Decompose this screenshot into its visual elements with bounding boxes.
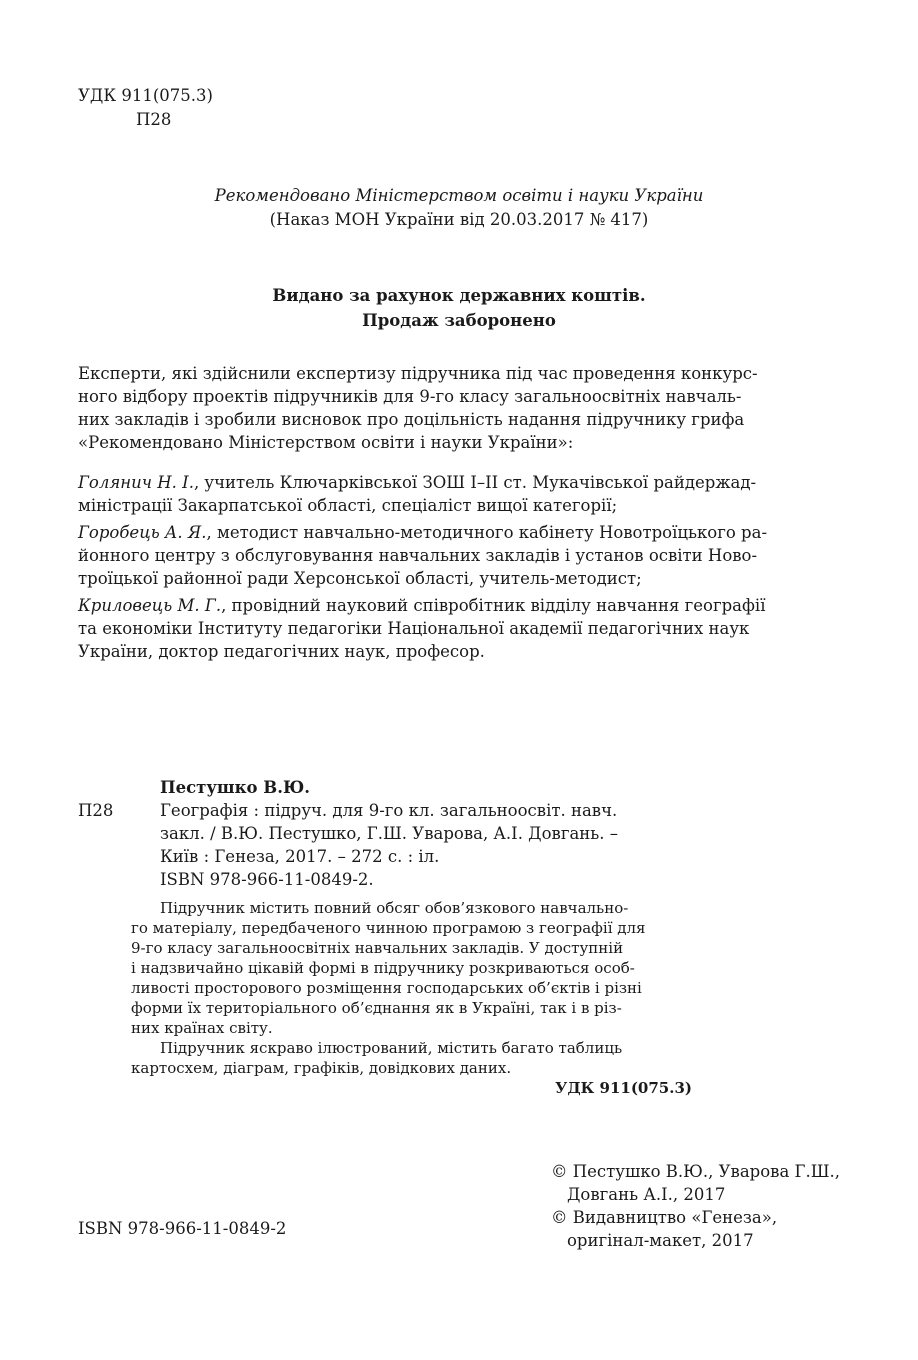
annotation-line: Підручник яскраво ілюстрований, містить багато таблиць xyxy=(160,1039,623,1057)
expert-line: України, доктор педагогічних наук, професор. xyxy=(78,642,485,661)
catalog-code-header: П28 xyxy=(136,110,172,129)
copyright-line: Довгань А.І., 2017 xyxy=(567,1185,726,1204)
annotation-line: картосхем, діаграм, графіків, довідкових даних. xyxy=(131,1059,512,1077)
recommendation-line: Рекомендовано Міністерством освіти і науки України xyxy=(214,186,704,205)
experts-intro-line: них закладів і зробили висновок про доцільність надання підручнику грифа xyxy=(78,410,745,429)
catalog-title-line: Київ : Генеза, 2017. – 272 с. : іл. xyxy=(160,847,440,866)
annotation-line: Підручник містить повний обсяг обов’язкового навчально- xyxy=(160,899,629,917)
udk-header: УДК 911(075.3) xyxy=(78,86,213,105)
experts-intro-line: ного відбору проектів підручників для 9-го класу загальноосвітніх навчаль- xyxy=(78,387,742,406)
annotation-line: форми їх територіального об’єднання як в Україні, так і в різ- xyxy=(131,999,622,1017)
expert-line: йонного центру з обслуговування навчальних закладів і установ освіти Ново- xyxy=(78,546,758,565)
expert-name: Криловець М. Г. xyxy=(78,596,222,615)
annotation-line: ливості просторового розміщення господарських об’єктів і різні xyxy=(131,979,642,997)
expert-line: міністрації Закарпатської області, спеціаліст вищої категорії; xyxy=(78,496,618,515)
experts-intro-line: «Рекомендовано Міністерством освіти і науки України»: xyxy=(78,433,574,452)
expert-entry: Криловець М. Г., провідний науковий співробітник відділу навчання географії xyxy=(78,596,766,615)
catalog-author: Пестушко В.Ю. xyxy=(160,778,310,797)
expert-entry: Горобець А. Я., методист навчально-методичного кабінету Новотроїцького ра- xyxy=(78,523,768,542)
catalog-code: П28 xyxy=(78,801,114,820)
expert-name: Голянич Н. І. xyxy=(78,473,194,492)
catalog-udk: УДК 911(075.3) xyxy=(555,1079,692,1097)
experts-intro-line: Експерти, які здійснили експертизу підручника під час проведення конкурс- xyxy=(78,364,758,383)
annotation-line: го матеріалу, передбаченого чинною програмою з географії для xyxy=(131,919,646,937)
catalog-title-line: закл. / В.Ю. Пестушко, Г.Ш. Уварова, А.І. Довгань. – xyxy=(160,824,619,843)
copyright-line: оригінал-макет, 2017 xyxy=(567,1231,754,1250)
annotation-line: них країнах світу. xyxy=(131,1019,273,1037)
expert-name: Горобець А. Я. xyxy=(78,523,207,542)
expert-line: троїцької районної ради Херсонської області, учитель-методист; xyxy=(78,569,642,588)
sale-prohibited-notice: Продаж заборонено xyxy=(362,311,556,330)
catalog-isbn: ISBN 978-966-11-0849-2. xyxy=(160,870,374,889)
expert-entry: Голянич Н. І., учитель Ключарківської ЗОШ І–ІІ ст. Мукачівської райдержад- xyxy=(78,473,757,492)
order-line: (Наказ МОН України від 20.03.2017 № 417) xyxy=(269,210,649,229)
state-funds-notice: Видано за рахунок державних коштів. xyxy=(272,286,646,305)
annotation-line: і надзвичайно цікавій формі в підручнику розкриваються особ- xyxy=(131,959,635,977)
copyright-line: © Пестушко В.Ю., Уварова Г.Ш., xyxy=(551,1162,841,1181)
copyright-line: © Видавництво «Генеза», xyxy=(551,1208,778,1227)
catalog-title-line: Географія : підруч. для 9-го кл. загальноосвіт. навч. xyxy=(160,801,618,820)
annotation-line: 9-го класу загальноосвітніх навчальних закладів. У доступній xyxy=(131,939,624,957)
footer-isbn: ISBN 978-966-11-0849-2 xyxy=(78,1219,287,1238)
expert-line: та економіки Інституту педагогіки Національної академії педагогічних наук xyxy=(78,619,750,638)
